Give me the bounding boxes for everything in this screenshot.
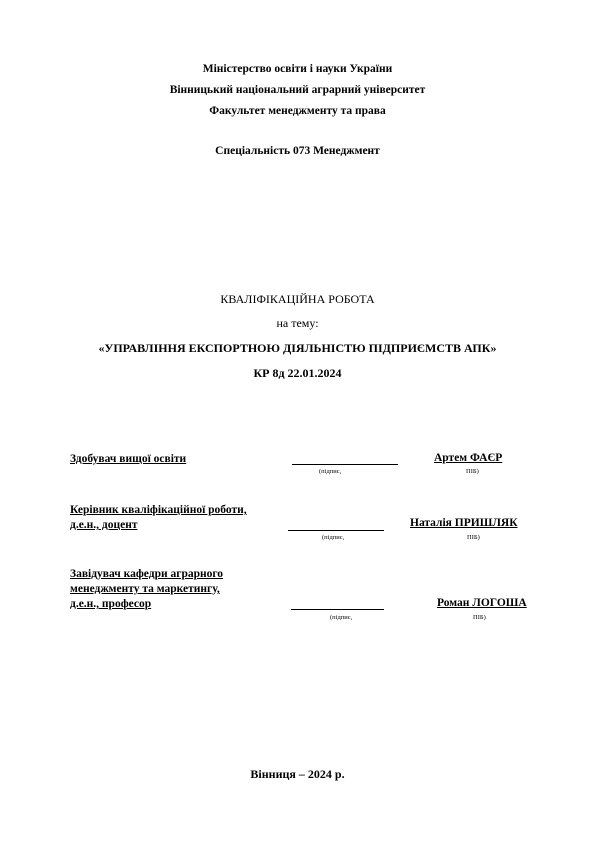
signature-role-supervisor: Керівник кваліфікаційної роботи, [70,504,247,516]
specialty: Спеціальність 073 Менеджмент [215,145,380,157]
on-topic-label: на тему: [276,316,319,330]
signature-caption: (підпис, [319,468,342,475]
university-name: Вінницький національний аграрний університет [169,84,426,96]
work-code: КР 8д 22.01.2024 [253,366,342,380]
faculty-name: Факультет менеджменту та права [209,105,386,117]
ministry-name: Міністерство освіти і науки України [202,63,393,75]
name-caption: ПІБ) [473,614,486,621]
work-type-title: КВАЛІФІКАЦІЙНА РОБОТА [220,292,375,306]
signature-line [288,530,384,531]
signature-role-head-degree: д.е.н., професор [70,598,152,610]
name-caption: ПІБ) [467,534,480,541]
signature-line [291,609,384,610]
signature-role-head-dept: менеджменту та маркетингу, [70,583,220,595]
supervisor-degree-text: д.е.н., доцент [70,519,138,531]
signature-caption: (підпис, [330,614,353,621]
student-name: Артем ФАЄР [434,452,503,464]
signature-role-head: Завідувач кафедри аграрного [70,568,224,580]
city-year: Вінниця – 2024 р. [250,767,345,781]
head-name: Роман ЛОГОША [437,597,527,609]
signature-caption: (підпис, [322,534,345,541]
signature-line [292,464,398,465]
supervisor-name: Наталія ПРИШЛЯК [410,517,518,529]
signature-role-student: Здобувач вищої освіти [70,453,187,465]
topic-title: «УПРАВЛІННЯ ЕКСПОРТНОЮ ДІЯЛЬНІСТЮ ПІДПРИЄМСТВ АПК» [98,341,497,355]
name-caption: ПІБ) [466,468,479,475]
signature-role-supervisor-degree [70,518,210,533]
